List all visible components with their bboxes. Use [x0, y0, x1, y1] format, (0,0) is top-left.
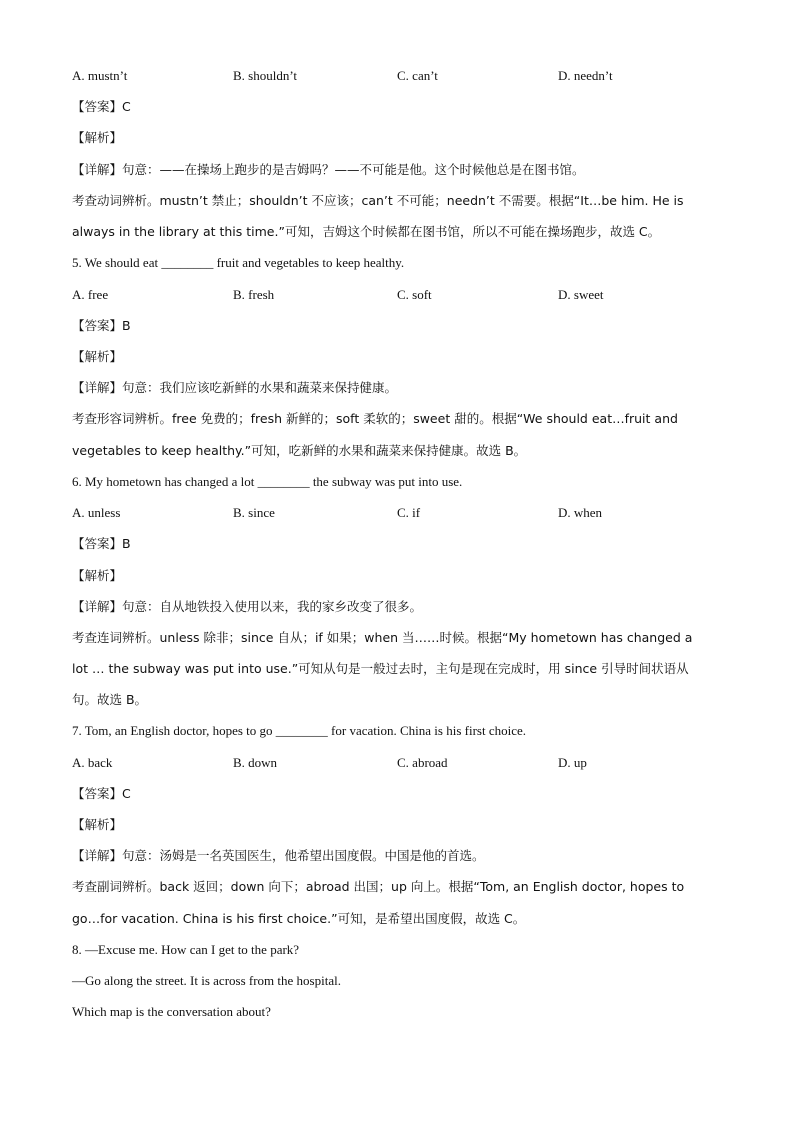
question-stem: 6. My hometown has changed a lot ________ the subway was put into use. [72, 474, 463, 489]
option-d: D. sweet [558, 287, 604, 302]
option-b: B. shouldn’t [233, 68, 298, 83]
option-a: A. free [72, 287, 109, 302]
question-stem: 5. We should eat ________ fruit and vegetables to keep healthy. [72, 255, 405, 270]
option-b: B. since [233, 505, 275, 520]
explanation-line: go…for vacation. China is his first choice.”可知，是希望出国度假，故选 C。 [72, 911, 526, 926]
answer-label: 【答案】C [72, 99, 131, 114]
option-a: A. back [72, 755, 113, 770]
question-stem: 8. —Excuse me. How can I get to the park? [72, 942, 300, 957]
answer-label: 【答案】C [72, 786, 131, 801]
detail-text: 【详解】句意：汤姆是一名英国医生，他希望出国度假。中国是他的首选。 [72, 848, 485, 863]
option-c: C. can’t [397, 68, 438, 83]
analysis-label: 【解析】 [72, 568, 123, 583]
option-b: B. down [233, 755, 278, 770]
explanation-line: 考查副词辨析。back 返回；down 向下；abroad 出国；up 向上。根据“Tom, an English doctor, hopes to [72, 879, 685, 894]
answer-label: 【答案】B [72, 536, 131, 551]
explanation-line: 考查动词辨析。mustn’t 禁止；shouldn’t 不应该；can’t 不可能；needn’t 不需要。根据“It…be him. He is [72, 193, 684, 208]
explanation-line: lot … the subway was put into use.”可知从句是一般过去时，主句是现在完成时，用 since 引导时间状语从 [72, 661, 689, 676]
analysis-label: 【解析】 [72, 130, 123, 145]
option-d: D. when [558, 505, 603, 520]
question-stem: 7. Tom, an English doctor, hopes to go ________ for vacation. China is his first choice. [72, 723, 526, 738]
explanation-line: 句。故选 B。 [72, 692, 148, 707]
explanation-line: vegetables to keep healthy.”可知，吃新鲜的水果和蔬菜来保持健康。故选 B。 [72, 443, 527, 458]
detail-text: 【详解】句意：我们应该吃新鲜的水果和蔬菜来保持健康。 [72, 380, 398, 395]
option-c: C. if [397, 505, 421, 520]
answer-label: 【答案】B [72, 318, 131, 333]
explanation-line: always in the library at this time.”可知，吉姆这个时候都在图书馆，所以不可能在操场跑步，故选 C。 [72, 224, 661, 239]
explanation-line: 考查形容词辨析。free 免费的；fresh 新鲜的；soft 柔软的；sweet 甜的。根据“We should eat…fruit and [72, 411, 678, 426]
detail-text: 【详解】句意：——在操场上跑步的是吉姆吗？——不可能是他。这个时候他总是在图书馆。 [72, 162, 585, 177]
option-b: B. fresh [233, 287, 275, 302]
analysis-label: 【解析】 [72, 349, 123, 364]
option-a: A. unless [72, 505, 121, 520]
option-d: D. needn’t [558, 68, 613, 83]
dialogue-line: —Go along the street. It is across from the hospital. [72, 973, 341, 988]
detail-text: 【详解】句意：自从地铁投入使用以来，我的家乡改变了很多。 [72, 599, 423, 614]
explanation-line: 考查连词辨析。unless 除非；since 自从；if 如果；when 当……时候。根据“My hometown has changed a [72, 630, 693, 645]
question-prompt: Which map is the conversation about? [72, 1004, 271, 1019]
option-c: C. abroad [397, 755, 448, 770]
analysis-label: 【解析】 [72, 817, 123, 832]
option-a: A. mustn’t [72, 68, 128, 83]
option-d: D. up [558, 755, 587, 770]
option-c: C. soft [397, 287, 432, 302]
